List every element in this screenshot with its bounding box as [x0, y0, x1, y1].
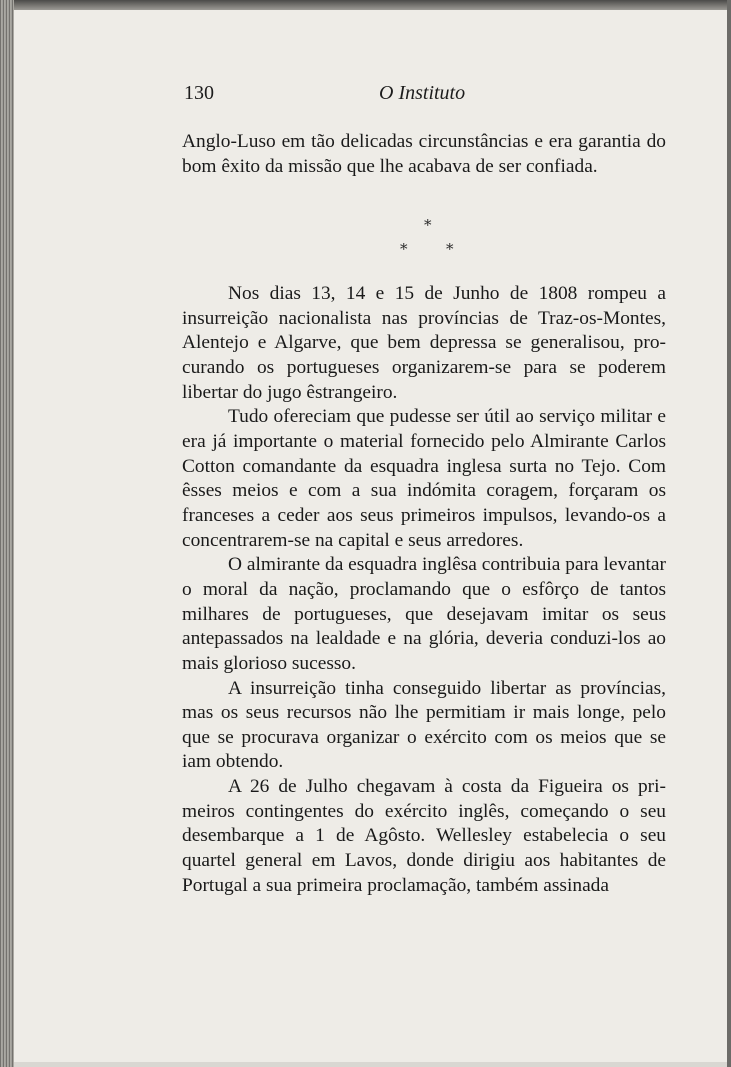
book-page-edges	[0, 0, 14, 1067]
continued-paragraph	[182, 130, 666, 179]
page-number: 130	[184, 82, 214, 104]
paragraph: A 26 de Julho chegavam à costa da Figueira os primeiros contingentes do exército inglês, começando o seu desembarque a 1 de Agôsto. Wellesley estabelecia o seu quartel general em Lavos, donde dirigiu aos habitantes de Portugal a sua primeira proclamação, também assinada	[182, 776, 666, 896]
paragraph: O almirante da esquadra inglêsa contribuia para levantar o moral da nação, proclamando que o esfôrço de tantos milhares de portugueses, que desejavam imitar os seus antepassados na lealdade e na glória, deveria conduzi-los ao mais glorioso sucesso.	[182, 554, 666, 674]
running-title: O Instituto	[379, 82, 466, 104]
page-header	[184, 82, 664, 112]
scan-right-edge	[727, 0, 731, 1067]
asterisk-icon: *	[400, 240, 408, 258]
paragraph: Nos dias 13, 14 e 15 de Junho de 1808 rompeu a insurreição nacionalista nas províncias de Traz-os-Montes, Alentejo e Algarve, que bem depressa se generalisou, procurando os portugueses organizarem-se para se poderem libertar do jugo êstrangeiro.	[182, 283, 666, 403]
scan-top-edge	[0, 0, 731, 10]
asterisk-icon: *	[424, 216, 432, 234]
paragraph: A insurreição tinha conseguido libertar as províncias, mas os seus recursos não lhe permitiam ir mais longe, pelo que se procurava organizar o exército com os meios que se iam obtendo.	[182, 677, 666, 773]
paragraph: Anglo-Luso em tão delicadas circunstâncias e era garantia do bom êxito da missão que lhe acabava de ser confiada.	[182, 131, 666, 177]
section-separator	[380, 214, 480, 264]
body-text	[182, 282, 666, 898]
asterisk-icon: *	[446, 240, 454, 258]
paragraph: Tudo ofereciam que pudesse ser útil ao serviço militar e era já importante o material fornecido pelo Almirante Carlos Cotton comandante da esquadra inglesa surta no Tejo. Com êsses meios e com a sua indómita coragem, forçaram os franceses a ceder aos seus primeiros impulsos, levando-os a concentrarem-se na capital e seus arredores.	[182, 406, 666, 551]
